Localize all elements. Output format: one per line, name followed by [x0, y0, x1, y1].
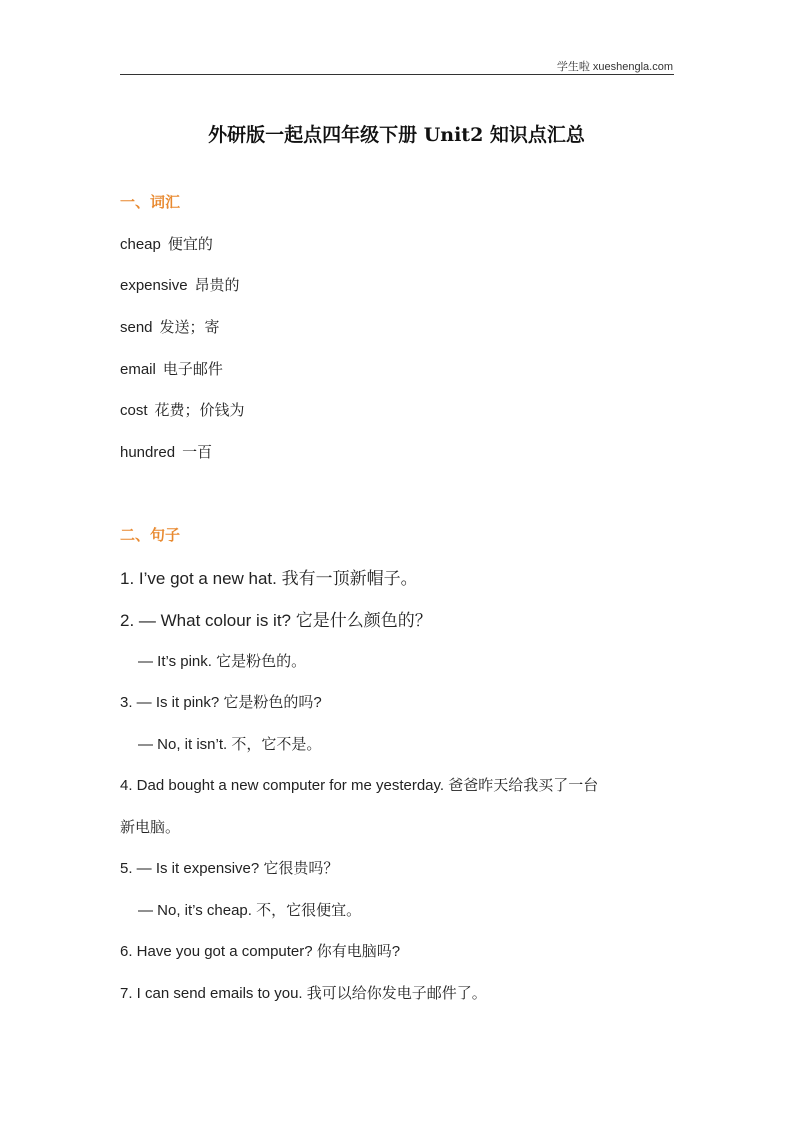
sentence-line: 新电脑。	[120, 819, 181, 836]
sentence-line: 1. I’ve got a new hat. 我有一顶新帽子。	[120, 569, 418, 588]
sentence-line: — It’s pink. 它是粉色的。	[138, 653, 307, 670]
sentence-line: 6. Have you got a computer? 你有电脑吗?	[120, 943, 401, 960]
vocab-meaning: 花费；价钱为	[154, 402, 245, 419]
vocab-meaning: 便宜的	[167, 236, 213, 253]
vocab-item	[120, 441, 212, 462]
sentence-line: 3. — Is it pink? 它是粉色的吗?	[120, 694, 322, 711]
vocab-word: expensive	[120, 277, 188, 294]
vocab-item	[120, 274, 240, 295]
sentence-line: — No, it’s cheap. 不，它很便宜。	[138, 902, 362, 919]
header-divider	[120, 74, 674, 75]
vocab-item	[120, 233, 213, 254]
vocab-meaning: 电子邮件	[162, 361, 223, 378]
sentence-line: — No, it isn’t. 不，它不是。	[138, 736, 322, 753]
sentences-heading: 二、句子	[120, 527, 181, 544]
sentence-line: 5. — Is it expensive? 它很贵吗？	[120, 860, 339, 877]
vocab-word: cost	[120, 402, 148, 419]
vocab-word: cheap	[120, 236, 161, 253]
site-watermark: 学生啦 xueshengla.com	[556, 61, 673, 73]
vocab-item	[120, 399, 245, 420]
vocab-item	[120, 316, 220, 337]
sentence-line: 7. I can send emails to you. 我可以给你发电子邮件了。	[120, 985, 487, 1002]
vocab-word: send	[120, 319, 153, 336]
document-title: 外研版一起点四年级下册 Unit2 知识点汇总	[208, 124, 585, 146]
vocab-word: hundred	[120, 444, 176, 461]
vocab-meaning: 昂贵的	[194, 277, 240, 294]
vocab-meaning: 发送；寄	[159, 319, 220, 336]
vocab-item	[120, 358, 223, 379]
vocab-meaning: 一百	[182, 444, 213, 461]
vocab-heading: 一、词汇	[120, 194, 181, 211]
sentence-line: 2. — What colour is it? 它是什么颜色的？	[120, 611, 432, 630]
sentence-line: 4. Dad bought a new computer for me yesterday. 爸爸昨天给我买了一台	[120, 777, 599, 794]
vocab-word: email	[120, 361, 156, 378]
